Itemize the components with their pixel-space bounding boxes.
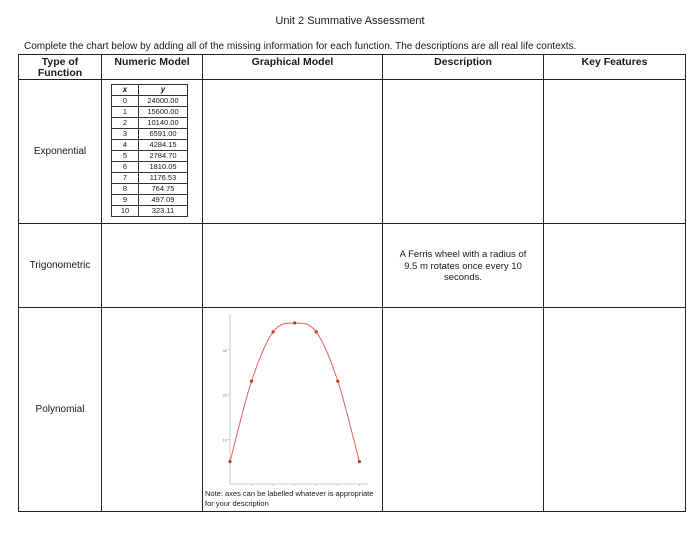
polynomial-key-features-cell[interactable] [543, 307, 686, 512]
row-exponential-label: Exponential [33, 146, 87, 157]
x-value: 0 [112, 96, 139, 107]
data-point [293, 321, 296, 324]
table-x-header: x [112, 85, 139, 96]
header-type-label: Type of Function [37, 56, 83, 79]
x-value: 3 [112, 129, 139, 140]
polynomial-note: Note: axes can be labelled whatever is appropriate for your description [205, 489, 374, 508]
y-value: 764.75 [139, 184, 188, 195]
table-row [112, 162, 188, 173]
trigonometric-description-cell [382, 223, 544, 308]
table-row [112, 206, 188, 217]
data-point [336, 380, 339, 383]
curve-line [230, 323, 359, 462]
polynomial-graph [218, 312, 373, 492]
x-value: 8 [112, 184, 139, 195]
header-numeric-model [101, 54, 203, 80]
header-graphical-label: Graphical Model [251, 56, 334, 68]
exponential-graph-cell[interactable] [202, 79, 383, 224]
data-point [315, 330, 318, 333]
y-value: 10140.00 [139, 118, 188, 129]
x-value: 2 [112, 118, 139, 129]
table-row [112, 140, 188, 151]
header-key-features [543, 54, 686, 80]
row-polynomial-label: Polynomial [35, 404, 85, 415]
y-value: 24000.00 [139, 96, 188, 107]
y-tick-label: 30 [222, 347, 227, 353]
trigonometric-numeric-cell[interactable] [101, 223, 203, 308]
y-tick-label: 20 [222, 392, 227, 398]
table-row [112, 96, 188, 107]
row-polynomial-label-cell [18, 307, 102, 512]
table-row [112, 107, 188, 118]
trigonometric-key-features-cell[interactable] [543, 223, 686, 308]
x-value: 7 [112, 173, 139, 184]
y-value: 497.09 [139, 195, 188, 206]
exponential-table-body [112, 96, 188, 217]
x-value: 1 [112, 107, 139, 118]
y-value: 6591.00 [139, 129, 188, 140]
data-point [228, 460, 231, 463]
x-value: 9 [112, 195, 139, 206]
data-point [272, 330, 275, 333]
trigonometric-graph-cell[interactable] [202, 223, 383, 308]
x-value: 6 [112, 162, 139, 173]
exponential-description-cell[interactable] [382, 79, 544, 224]
page-title: Unit 2 Summative Assessment [275, 15, 425, 27]
y-value: 2784.70 [139, 151, 188, 162]
data-point [358, 460, 361, 463]
row-exponential-label-cell [18, 79, 102, 224]
y-value: 15600.00 [139, 107, 188, 118]
exponential-key-features-cell[interactable] [543, 79, 686, 224]
table-row [112, 118, 188, 129]
assessment-table [18, 54, 686, 512]
table-row [112, 151, 188, 162]
polynomial-description-cell[interactable] [382, 307, 544, 512]
y-value: 1810.05 [139, 162, 188, 173]
x-value: 5 [112, 151, 139, 162]
polynomial-numeric-cell[interactable] [101, 307, 203, 512]
x-value: 10 [112, 206, 139, 217]
y-value: 4284.15 [139, 140, 188, 151]
header-graphical-model [202, 54, 383, 80]
x-value: 4 [112, 140, 139, 151]
trigonometric-description: A Ferris wheel with a radius of 9.5 m rotates once every 10 seconds. [399, 249, 527, 283]
table-row [112, 195, 188, 206]
y-value: 323.11 [139, 206, 188, 217]
row-trigonometric-label: Trigonometric [29, 260, 91, 271]
table-row [112, 173, 188, 184]
row-trigonometric-label-cell [18, 223, 102, 308]
header-description [382, 54, 544, 80]
instructions-text: Complete the chart below by adding all of the missing information for each function. The descriptions are all real life contexts. [24, 41, 577, 52]
header-key-features-label: Key Features [581, 56, 648, 68]
table-row [112, 129, 188, 140]
exponential-value-table [111, 84, 188, 217]
header-type-of-function [18, 54, 102, 80]
table-y-header: y [139, 85, 188, 96]
y-tick-label: 10 [222, 437, 227, 443]
header-description-label: Description [434, 56, 492, 68]
header-numeric-label: Numeric Model [114, 56, 190, 68]
table-row [112, 184, 188, 195]
data-point [250, 380, 253, 383]
y-value: 1176.53 [139, 173, 188, 184]
